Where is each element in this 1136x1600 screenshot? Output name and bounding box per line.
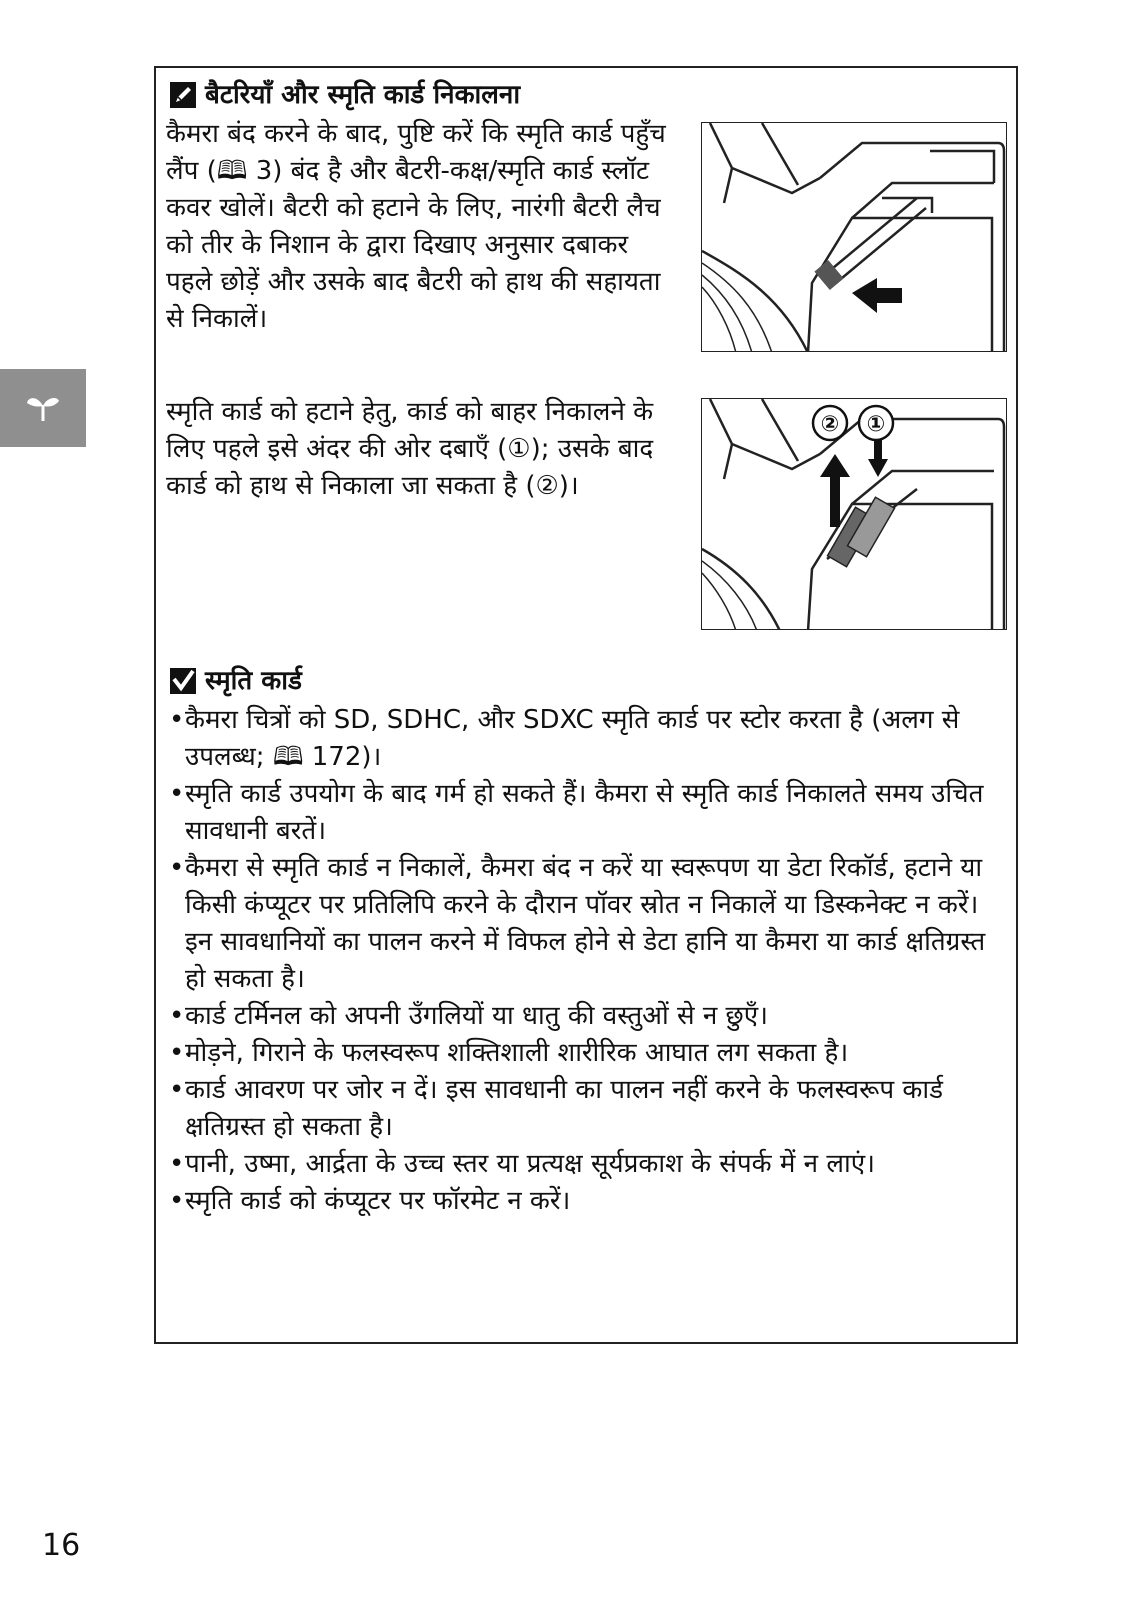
list-item: • स्मृति कार्ड को कंप्यूटर पर फॉरमेट न करें। xyxy=(169,1183,989,1220)
memory-card-section-title: स्मृति कार्ड xyxy=(205,666,302,696)
battery-latch-illustration xyxy=(701,122,1007,352)
battery-section-title: बैटरियाँ और स्मृति कार्ड निकालना xyxy=(205,80,521,110)
list-item: • पानी, उष्मा, आर्द्रता के उच्च स्तर या प्रत्यक्ष सूर्यप्रकाश के संपर्क में न लाएं। xyxy=(169,1146,989,1183)
chapter-tab xyxy=(0,369,86,447)
battery-removal-paragraph: कैमरा बंद करने के बाद, पुष्टि करें कि स्मृति कार्ड पहुँच लैंप (🕮 3) बंद है और बैटरी-कक्ष/स्मृति कार्ड स्लॉट कवर खोलें। बैटरी को हटाने के लिए, नारंगी बैटरी लैच को तीर के निशान के द्वारा दिखाए अनुसार दबाकर पहले छोड़ें और उसके बाद बैटरी को हाथ की सहायता से निकालें। xyxy=(166,119,666,334)
step-1-label: ① xyxy=(866,412,886,437)
list-item: • स्मृति कार्ड उपयोग के बाद गर्म हो सकते हैं। कैमरा से स्मृति कार्ड निकालते समय उचित सावधानी बरतें। xyxy=(169,776,989,850)
list-item: • कैमरा से स्मृति कार्ड न निकालें, कैमरा बंद न करें या स्वरूपण या डेटा रिकॉर्ड, हटाने या किसी कंप्यूटर पर प्रतिलिपि करने के दौरान पॉवर स्रोत न निकालें या डिस्कनेक्ट न करें। इन सावधानियों का पालन करने में विफल होने से डेटा हानि या कैमरा या कार्ड क्षतिग्रस्त हो सकता है। xyxy=(169,850,989,998)
list-item: • कैमरा चित्रों को SD, SDHC, और SDXC स्मृति कार्ड पर स्टोर करता है (अलग से उपलब्ध; 🕮 172)। xyxy=(169,702,989,776)
list-item: • कार्ड आवरण पर जोर न दें। इस सावधानी का पालन नहीं करने के फलस्वरूप कार्ड क्षतिग्रस्त हो सकता है। xyxy=(169,1072,989,1146)
list-item: • कार्ड टर्मिनल को अपनी उँगलियों या धातु की वस्तुओं से न छुएँ। xyxy=(169,998,989,1035)
memory-card-notes xyxy=(169,702,989,1220)
memory-card-section-heading xyxy=(169,664,302,698)
pencil-note-icon xyxy=(169,81,197,109)
step-2-label: ② xyxy=(820,412,840,437)
page-number: 16 xyxy=(42,1528,81,1563)
sprout-icon xyxy=(25,393,61,423)
memory-card-illustration xyxy=(701,398,1007,630)
content-frame xyxy=(154,66,1018,1344)
card-removal-paragraph: स्मृति कार्ड को हटाने हेतु, कार्ड को बाहर निकालने के लिए पहले इसे अंदर की ओर दबाएँ (①); उसके बाद कार्ड को हाथ से निकाला जा सकता है (②)। xyxy=(166,397,654,501)
list-item: • मोड़ने, गिराने के फलस्वरूप शक्तिशाली शारीरिक आघात लग सकता है। xyxy=(169,1035,989,1072)
battery-section-heading xyxy=(169,78,520,112)
caution-check-icon xyxy=(169,667,197,695)
